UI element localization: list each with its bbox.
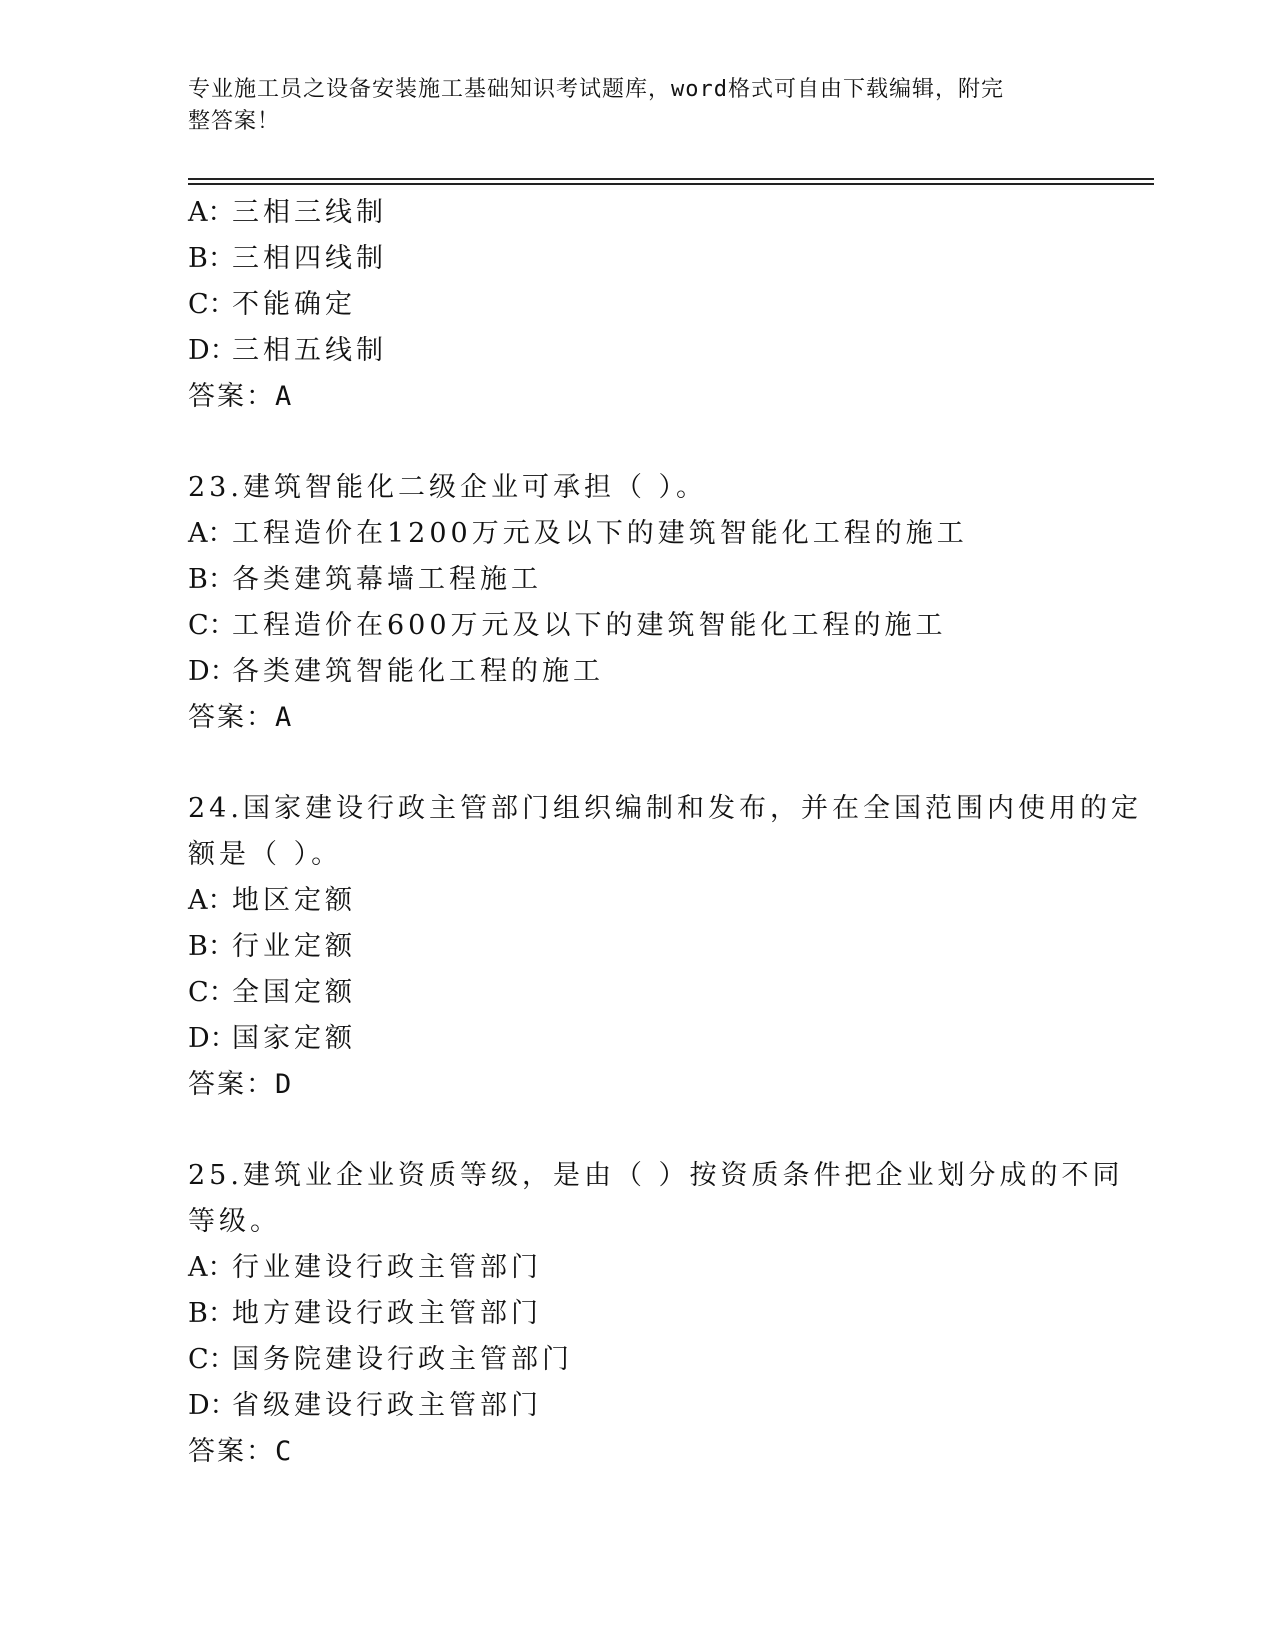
option-text: 国家定额 — [232, 1023, 356, 1054]
option-text: 国务院建设行政主管部门 — [232, 1344, 573, 1375]
option-a — [188, 878, 1088, 924]
question-stem-line-1: 24.国家建设行政主管部门组织编制和发布，并在全国范围内使用的定 — [188, 793, 1142, 824]
option-text: 各类建筑智能化工程的施工 — [232, 656, 604, 687]
question-24 — [188, 786, 1142, 1108]
option-d — [188, 649, 1088, 695]
answer-label: 答案： — [188, 1436, 275, 1467]
answer-value: D — [275, 1069, 294, 1100]
option-text: 不能确定 — [232, 289, 356, 320]
option-a — [188, 1245, 1088, 1291]
option-key: A： — [188, 885, 235, 916]
spacer — [188, 420, 1088, 465]
answer-line — [188, 1062, 1088, 1108]
option-b — [188, 236, 1088, 282]
option-b — [188, 557, 1088, 603]
option-key: C： — [188, 289, 236, 320]
option-key: A： — [188, 197, 235, 228]
question-stem-line-2: 额是（ ）。 — [188, 839, 343, 870]
option-text: 行业定额 — [232, 931, 356, 962]
option-text: 工程造价在600万元及以下的建筑智能化工程的施工 — [232, 610, 947, 641]
question-23 — [188, 465, 1088, 741]
option-text: 地区定额 — [232, 885, 356, 916]
option-text: 工程造价在1200万元及以下的建筑智能化工程的施工 — [232, 518, 968, 549]
option-key: B： — [188, 564, 235, 595]
answer-label: 答案： — [188, 1069, 275, 1100]
answer-label: 答案： — [188, 381, 275, 412]
option-key: B： — [188, 1298, 235, 1329]
option-text: 行业建设行政主管部门 — [232, 1252, 542, 1283]
option-key: D： — [188, 1390, 237, 1421]
answer-line — [188, 695, 1088, 741]
option-c — [188, 282, 1088, 328]
option-key: D： — [188, 335, 237, 366]
option-a — [188, 511, 1088, 557]
option-d — [188, 1383, 1088, 1429]
option-text: 各类建筑幕墙工程施工 — [232, 564, 542, 595]
spacer — [188, 1108, 1088, 1153]
question-stem: 23.建筑智能化二级企业可承担（ ）。 — [188, 472, 708, 503]
option-text: 三相四线制 — [232, 243, 387, 274]
option-c — [188, 970, 1088, 1016]
answer-value: A — [275, 702, 294, 733]
question-list — [188, 190, 1142, 1475]
option-key: C： — [188, 610, 236, 641]
option-text: 省级建设行政主管部门 — [232, 1390, 542, 1421]
option-key: D： — [188, 656, 237, 687]
question-stem-line-2: 等级。 — [188, 1206, 281, 1237]
question-22 — [188, 190, 1088, 420]
option-c — [188, 603, 1088, 649]
header-divider-top — [188, 178, 1154, 180]
option-text: 三相五线制 — [232, 335, 387, 366]
question-stem-line-1: 25.建筑业企业资质等级，是由（ ）按资质条件把企业划分成的不同 — [188, 1160, 1124, 1191]
answer-line — [188, 374, 1088, 420]
option-d — [188, 1016, 1088, 1062]
option-b — [188, 924, 1088, 970]
option-key: B： — [188, 243, 235, 274]
option-d — [188, 328, 1088, 374]
option-key: B： — [188, 931, 235, 962]
option-key: A： — [188, 518, 235, 549]
option-text: 全国定额 — [232, 977, 356, 1008]
header-divider-bottom — [188, 183, 1154, 185]
question-25 — [188, 1153, 1124, 1475]
header-line-1: 专业施工员之设备安装施工基础知识考试题库，word格式可自由下载编辑，附完 — [188, 77, 1004, 102]
option-text: 三相三线制 — [232, 197, 387, 228]
option-key: D： — [188, 1023, 237, 1054]
answer-line — [188, 1429, 1088, 1475]
option-a — [188, 190, 1088, 236]
header-line-2: 整答案！ — [188, 109, 281, 134]
document-header — [188, 74, 1078, 138]
spacer — [188, 741, 1088, 786]
option-c — [188, 1337, 1088, 1383]
answer-value: C — [275, 1436, 294, 1467]
answer-label: 答案： — [188, 702, 275, 733]
option-b — [188, 1291, 1088, 1337]
option-text: 地方建设行政主管部门 — [232, 1298, 542, 1329]
answer-value: A — [275, 381, 294, 412]
option-key: C： — [188, 977, 236, 1008]
option-key: A： — [188, 1252, 235, 1283]
option-key: C： — [188, 1344, 236, 1375]
